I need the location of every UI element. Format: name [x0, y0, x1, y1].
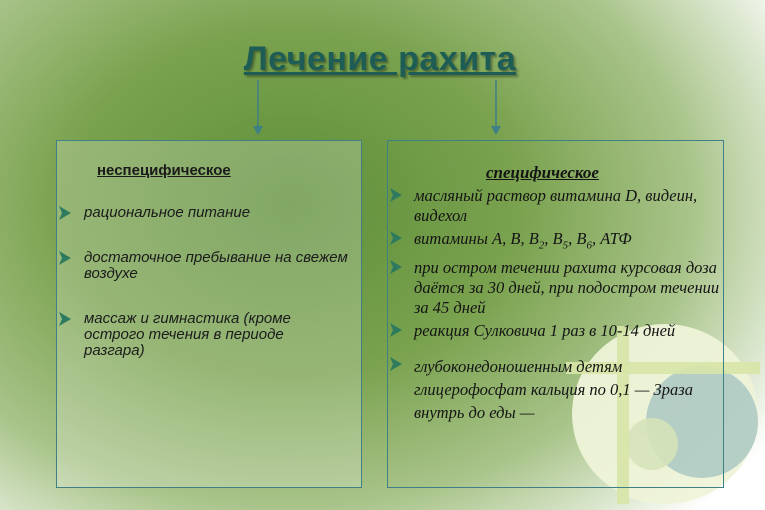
subscript: 5 — [562, 239, 569, 252]
list-item-text — [414, 321, 675, 340]
specific-list — [389, 186, 729, 424]
page-title: Лечение рахита — [243, 40, 517, 78]
list-item — [389, 229, 729, 255]
text-fragment: , В — [544, 229, 563, 248]
nonspecific-list — [58, 205, 348, 388]
subscript: 2 — [538, 239, 545, 252]
list-item — [58, 311, 348, 359]
list-item — [389, 355, 729, 424]
text-fragment: масляный раствор витамина D, видеин, видехол — [414, 186, 698, 225]
list-item-text: рациональное питание — [84, 204, 251, 221]
text-fragment: глубоконедоношенным детям глицерофосфат кальция по 0,1 — 3раза внутрь до еды — — [414, 357, 693, 423]
arrowhead-bullet-icon — [58, 311, 72, 327]
text-fragment: при остром течении рахита курсовая доза даётся за 30 дней, при подостром течении за 45 дней — [414, 258, 720, 318]
list-item-text: массаж и гимнастика (кроме острого течения в периоде разгара) — [84, 310, 291, 359]
arrowhead-bullet-icon — [389, 356, 403, 372]
text-fragment: реакция Сулковича 1 раз в 10-14 дней — [414, 321, 676, 341]
list-item — [58, 250, 348, 282]
text-fragment: , В — [568, 229, 587, 248]
arrow-down-icon-right — [486, 80, 506, 136]
list-item — [58, 205, 348, 221]
list-item — [389, 186, 729, 226]
text-fragment: витамины А, В, В — [414, 229, 539, 248]
list-item-text — [414, 229, 632, 252]
list-item-text — [414, 186, 697, 225]
arrow-down-icon-left — [248, 80, 268, 136]
specific-heading: специфическое — [486, 163, 599, 182]
arrowhead-bullet-icon — [58, 250, 72, 266]
arrowhead-bullet-icon — [389, 259, 403, 275]
list-item-text: достаточное пребывание на свежем воздухе — [84, 249, 348, 282]
arrowhead-bullet-icon — [389, 230, 403, 246]
arrowhead-bullet-icon — [389, 322, 403, 338]
list-item-text — [414, 357, 693, 422]
arrowhead-bullet-icon — [58, 205, 72, 221]
subscript: 6 — [586, 239, 592, 252]
list-item — [389, 321, 729, 341]
text-fragment: , АТФ — [591, 229, 632, 248]
list-item-text — [414, 258, 719, 317]
list-item — [389, 258, 729, 318]
nonspecific-heading: неспецифическое — [97, 162, 231, 179]
arrowhead-bullet-icon — [389, 187, 403, 203]
